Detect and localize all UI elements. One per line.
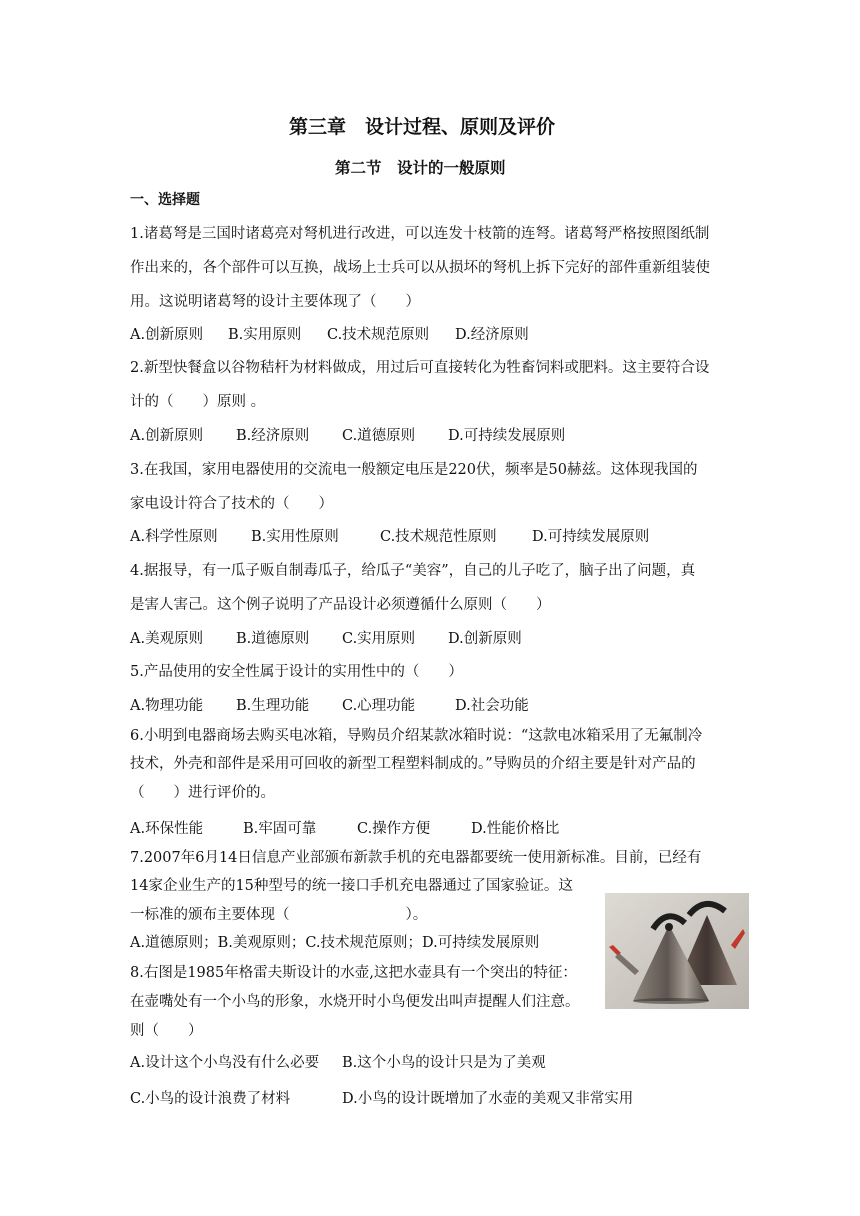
question-8-line-2: 在壶嘴处有一个小鸟的形象，水烧开时小鸟便发出叫声提醒人们注意。 bbox=[130, 994, 580, 1010]
question-1-option-b: B.实用原则 bbox=[228, 327, 302, 343]
question-1-line-2: 作出来的，各个部件可以互换，战场上士兵可以从损坏的弩机上拆下完好的部件重新组装使 bbox=[130, 260, 710, 276]
question-5-option-d: D.社会功能 bbox=[455, 698, 529, 714]
question-3-option-a: A.科学性原则 bbox=[130, 529, 218, 545]
question-4-option-a: A.美观原则 bbox=[130, 631, 204, 647]
question-8-option-c: C.小鸟的设计浪费了材料 bbox=[130, 1091, 291, 1107]
question-8-line-1: 8.右图是1985年格雷夫斯设计的水壶,这把水壶具有一个突出的特征： bbox=[130, 965, 577, 981]
question-5-option-a: A.物理功能 bbox=[130, 698, 204, 714]
question-6-line-3: （ ）进行评价的。 bbox=[130, 785, 275, 801]
question-8-option-a: A.设计这个小鸟没有什么必要 bbox=[130, 1055, 320, 1071]
question-7-line-2: 14家企业生产的15种型号的统一接口手机充电器通过了国家验证。这 bbox=[130, 878, 573, 894]
question-1-option-c: C.技术规范原则 bbox=[327, 327, 430, 343]
question-2-option-b: B.经济原则 bbox=[236, 428, 310, 444]
question-5-line-1: 5.产品使用的安全性属于设计的实用性中的（ ） bbox=[130, 664, 463, 680]
question-2-line-1: 2.新型快餐盒以谷物秸杆为材料做成，用过后可直接转化为牲畜饲料或肥料。这主要符合设 bbox=[130, 360, 710, 376]
part-heading: 一、选择题 bbox=[130, 192, 200, 208]
question-7-line-1: 7.2007年6月14日信息产业部颁布新款手机的充电器都要统一使用新标准。目前，已经有 bbox=[130, 850, 702, 866]
question-1-line-3: 用。这说明诸葛弩的设计主要体现了（ ） bbox=[130, 294, 420, 310]
question-7-line-3: 一标准的颁布主要体现（ ）。 bbox=[130, 907, 428, 923]
question-3-option-b: B.实用性原则 bbox=[251, 529, 339, 545]
question-4-option-d: D.创新原则 bbox=[448, 631, 522, 647]
question-1-option-d: D.经济原则 bbox=[455, 327, 529, 343]
question-4-option-b: B.道德原则 bbox=[236, 631, 310, 647]
question-8-option-d: D.小鸟的设计既增加了水壶的美观又非常实用 bbox=[342, 1091, 634, 1107]
question-6-option-b: B.牢固可靠 bbox=[243, 821, 317, 837]
question-6-option-d: D.性能价格比 bbox=[471, 821, 560, 837]
question-1-line-1: 1.诸葛弩是三国时诸葛亮对弩机进行改进，可以连发十枝箭的连弩。诸葛弩严格按照图纸制 bbox=[130, 226, 710, 242]
question-1-option-a: A.创新原则 bbox=[130, 327, 204, 343]
question-4-line-2: 是害人害己。这个例子说明了产品设计必须遵循什么原则（ ） bbox=[130, 597, 551, 613]
question-2-line-2: 计的（ ）原则 。 bbox=[130, 394, 266, 410]
question-4-line-1: 4.据报导，有一瓜子贩自制毒瓜子，给瓜子“美容”，自己的儿子吃了，脑子出了问题，真 bbox=[130, 563, 696, 579]
question-6-option-a: A.环保性能 bbox=[130, 821, 204, 837]
question-3-option-c: C.技术规范性原则 bbox=[380, 529, 497, 545]
question-4-option-c: C.实用原则 bbox=[342, 631, 416, 647]
question-2-option-d: D.可持续发展原则 bbox=[448, 428, 566, 444]
question-6-line-2: 技术，外壳和部件是采用可回收的新型工程塑料制成的。”导购员的介绍主要是针对产品的 bbox=[130, 756, 696, 772]
question-5-option-c: C.心理功能 bbox=[342, 698, 416, 714]
question-2-option-c: C.道德原则 bbox=[342, 428, 416, 444]
question-8-option-b: B.这个小鸟的设计只是为了美观 bbox=[342, 1055, 546, 1071]
question-3-line-1: 3.在我国，家用电器使用的交流电一般额定电压是220伏，频率是50赫兹。这体现我国的 bbox=[130, 462, 698, 478]
kettle-photo bbox=[605, 893, 749, 1009]
question-2-option-a: A.创新原则 bbox=[130, 428, 204, 444]
question-6-option-c: C.操作方便 bbox=[357, 821, 431, 837]
question-5-option-b: B.生理功能 bbox=[236, 698, 310, 714]
question-3-option-d: D.可持续发展原则 bbox=[532, 529, 650, 545]
chapter-title: 第三章 设计过程、原则及评价 bbox=[289, 116, 556, 138]
question-3-line-2: 家电设计符合了技术的（ ） bbox=[130, 496, 333, 512]
question-6-line-1: 6.小明到电器商场去购买电冰箱，导购员介绍某款冰箱时说：“这款电冰箱采用了无氟制冷 bbox=[130, 728, 703, 744]
question-7-options: A.道德原则；B.美观原则；C.技术规范原则；D.可持续发展原则 bbox=[130, 935, 540, 951]
question-8-line-3: 则（ ） bbox=[130, 1023, 203, 1039]
section-title: 第二节 设计的一般原则 bbox=[335, 159, 506, 177]
